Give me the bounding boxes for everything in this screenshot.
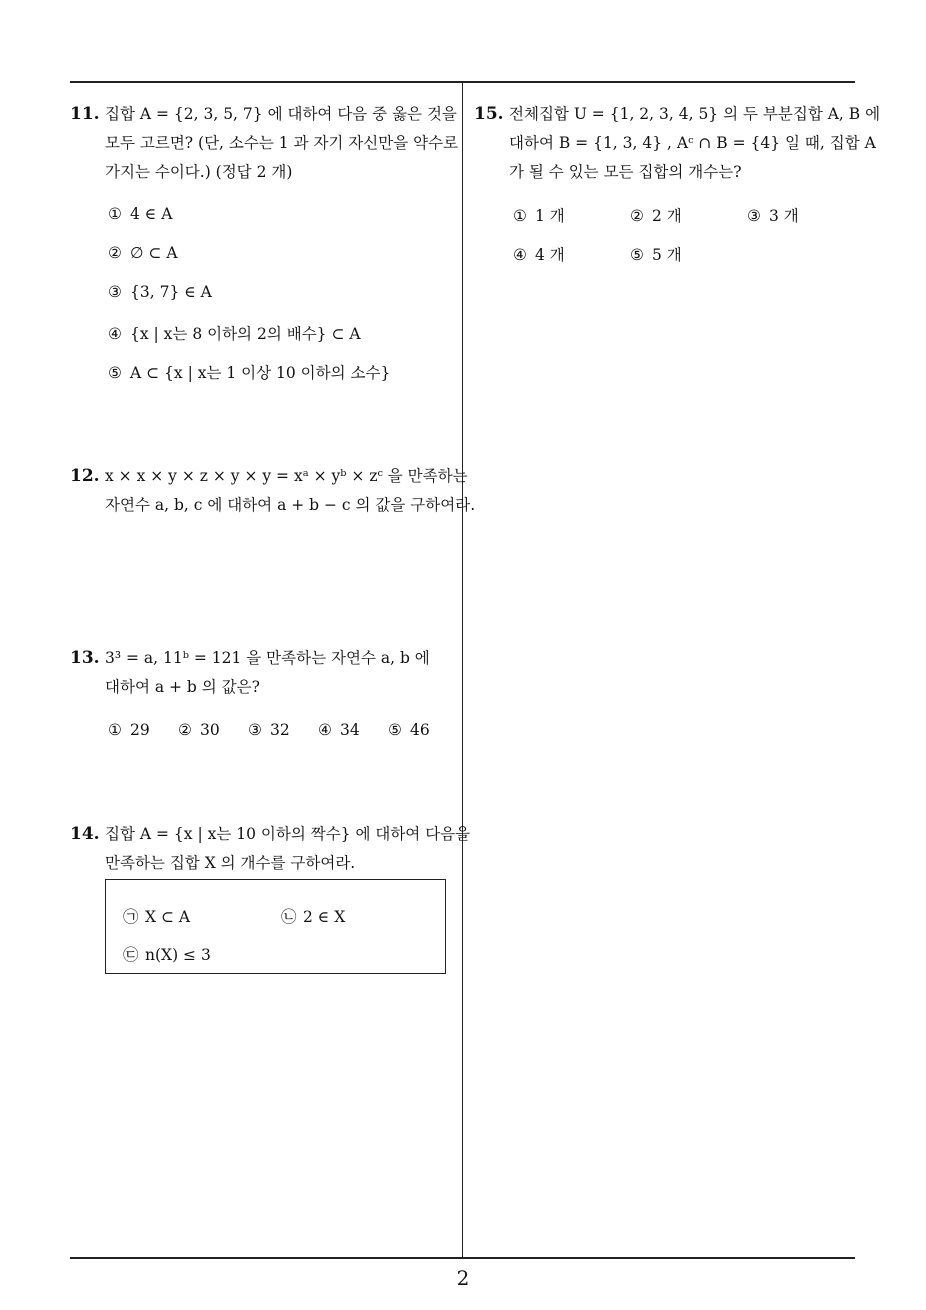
- choice-marker: ⑤: [630, 246, 644, 264]
- problem-11: [70, 100, 460, 187]
- problem-line: 전체집합 U = {1, 2, 3, 4, 5} 의 두 부분집합 A, B 에: [509, 105, 881, 123]
- choice-text: 5 개: [652, 246, 682, 264]
- choice-1[interactable]: [513, 204, 565, 226]
- condition-marker: ㉡: [281, 908, 297, 926]
- choice-4[interactable]: [513, 243, 565, 265]
- problem-text: [105, 462, 476, 520]
- problem-14: [70, 820, 471, 878]
- choice-text: ∅ ⊂ A: [130, 244, 178, 262]
- problem-line: x × x × y × z × y × y = xᵃ × yᵇ × zᶜ 을 만족하는: [105, 467, 468, 485]
- choice-text: 46: [410, 721, 430, 739]
- choice-text: 4 개: [535, 246, 565, 264]
- choice-text: 29: [130, 721, 150, 739]
- choice-1[interactable]: [108, 205, 172, 223]
- choice-text: 3 개: [769, 207, 799, 225]
- choice-marker: ④: [513, 246, 527, 264]
- choice-marker: ①: [513, 207, 527, 225]
- problem-15-choices: [513, 204, 853, 268]
- choice-text: {3, 7} ∈ A: [130, 283, 212, 301]
- choice-text: 30: [200, 721, 220, 739]
- problem-13: [70, 644, 460, 702]
- choice-2[interactable]: [178, 721, 220, 739]
- problem-line: 대하여 a + b 의 값은?: [105, 678, 260, 696]
- problem-11-choices: [108, 205, 458, 395]
- page-number: 2: [456, 1266, 470, 1290]
- problem-line: 자연수 a, b, c 에 대하여 a + b − c 의 값을 구하여라.: [105, 496, 476, 514]
- problem-line: 모두 고르면? (단, 소수는 1 과 자기 자신만을 약수로: [105, 134, 459, 152]
- condition-b: [281, 905, 345, 927]
- condition-text: 2 ∈ X: [303, 908, 346, 926]
- choice-text: 4 ∈ A: [130, 205, 173, 223]
- problem-number: 15.: [474, 104, 504, 124]
- condition-text: X ⊂ A: [145, 908, 191, 926]
- condition-c: [123, 943, 211, 965]
- choice-text: A ⊂ {x | x는 1 이상 10 이하의 소수}: [130, 364, 391, 382]
- choice-marker: ③: [108, 283, 122, 301]
- problem-line: 3³ = a, 11ᵇ = 121 을 만족하는 자연수 a, b 에: [105, 649, 430, 667]
- choice-marker: ③: [248, 721, 262, 739]
- condition-marker: ㉢: [123, 946, 139, 964]
- bottom-rule: [70, 1257, 855, 1259]
- problem-line: 대하여 B = {1, 3, 4} , Aᶜ ∩ B = {4} 일 때, 집합 A: [509, 134, 876, 152]
- choice-marker: ②: [178, 721, 192, 739]
- choice-text: 1 개: [535, 207, 565, 225]
- problem-text: [105, 644, 460, 702]
- choice-marker: ②: [630, 207, 644, 225]
- choice-marker: ④: [318, 721, 332, 739]
- choice-3[interactable]: [108, 283, 212, 301]
- problem-number: 12.: [70, 466, 100, 486]
- column-divider: [462, 82, 463, 1258]
- choice-marker: ①: [108, 721, 122, 739]
- condition-marker: ㉠: [123, 908, 139, 926]
- choice-text: 32: [270, 721, 290, 739]
- problem-number: 13.: [70, 648, 100, 668]
- problem-text: [105, 820, 471, 878]
- choice-3[interactable]: [248, 721, 290, 739]
- choice-marker: ⑤: [108, 364, 122, 382]
- problem-line: 가지는 수이다.) (정답 2 개): [105, 163, 293, 181]
- condition-box: [105, 879, 446, 974]
- choice-text: {x | x는 8 이하의 2의 배수} ⊂ A: [130, 325, 361, 343]
- choice-3[interactable]: [747, 204, 799, 226]
- choice-marker: ①: [108, 205, 122, 223]
- choice-text: 34: [340, 721, 360, 739]
- choice-4[interactable]: [318, 721, 360, 739]
- problem-text: [105, 100, 460, 187]
- choice-marker: ③: [747, 207, 761, 225]
- condition-text: n(X) ≤ 3: [145, 946, 211, 964]
- problem-line: 집합 A = {2, 3, 5, 7} 에 대하여 다음 중 옳은 것을: [105, 105, 457, 123]
- problem-line: 만족하는 집합 X 의 개수를 구하여라.: [105, 854, 356, 872]
- problem-line: 집합 A = {x | x는 10 이하의 짝수} 에 대하여 다음을: [105, 825, 471, 843]
- problem-number: 14.: [70, 824, 100, 844]
- choice-2[interactable]: [108, 244, 178, 262]
- choice-text: 2 개: [652, 207, 682, 225]
- problem-text: [509, 100, 881, 187]
- choice-marker: ②: [108, 244, 122, 262]
- choice-marker: ⑤: [388, 721, 402, 739]
- choice-5[interactable]: [108, 361, 390, 383]
- choice-5[interactable]: [388, 721, 430, 739]
- choice-2[interactable]: [630, 204, 682, 226]
- choice-1[interactable]: [108, 721, 150, 739]
- choice-4[interactable]: [108, 322, 361, 344]
- problem-12: [70, 462, 476, 520]
- choice-5[interactable]: [630, 243, 682, 265]
- problem-15: [474, 100, 881, 187]
- problem-line: 가 될 수 있는 모든 집합의 개수는?: [509, 163, 742, 181]
- choice-marker: ④: [108, 325, 122, 343]
- problem-13-choices: [108, 721, 458, 745]
- problem-number: 11.: [70, 104, 100, 124]
- condition-a: [123, 905, 190, 927]
